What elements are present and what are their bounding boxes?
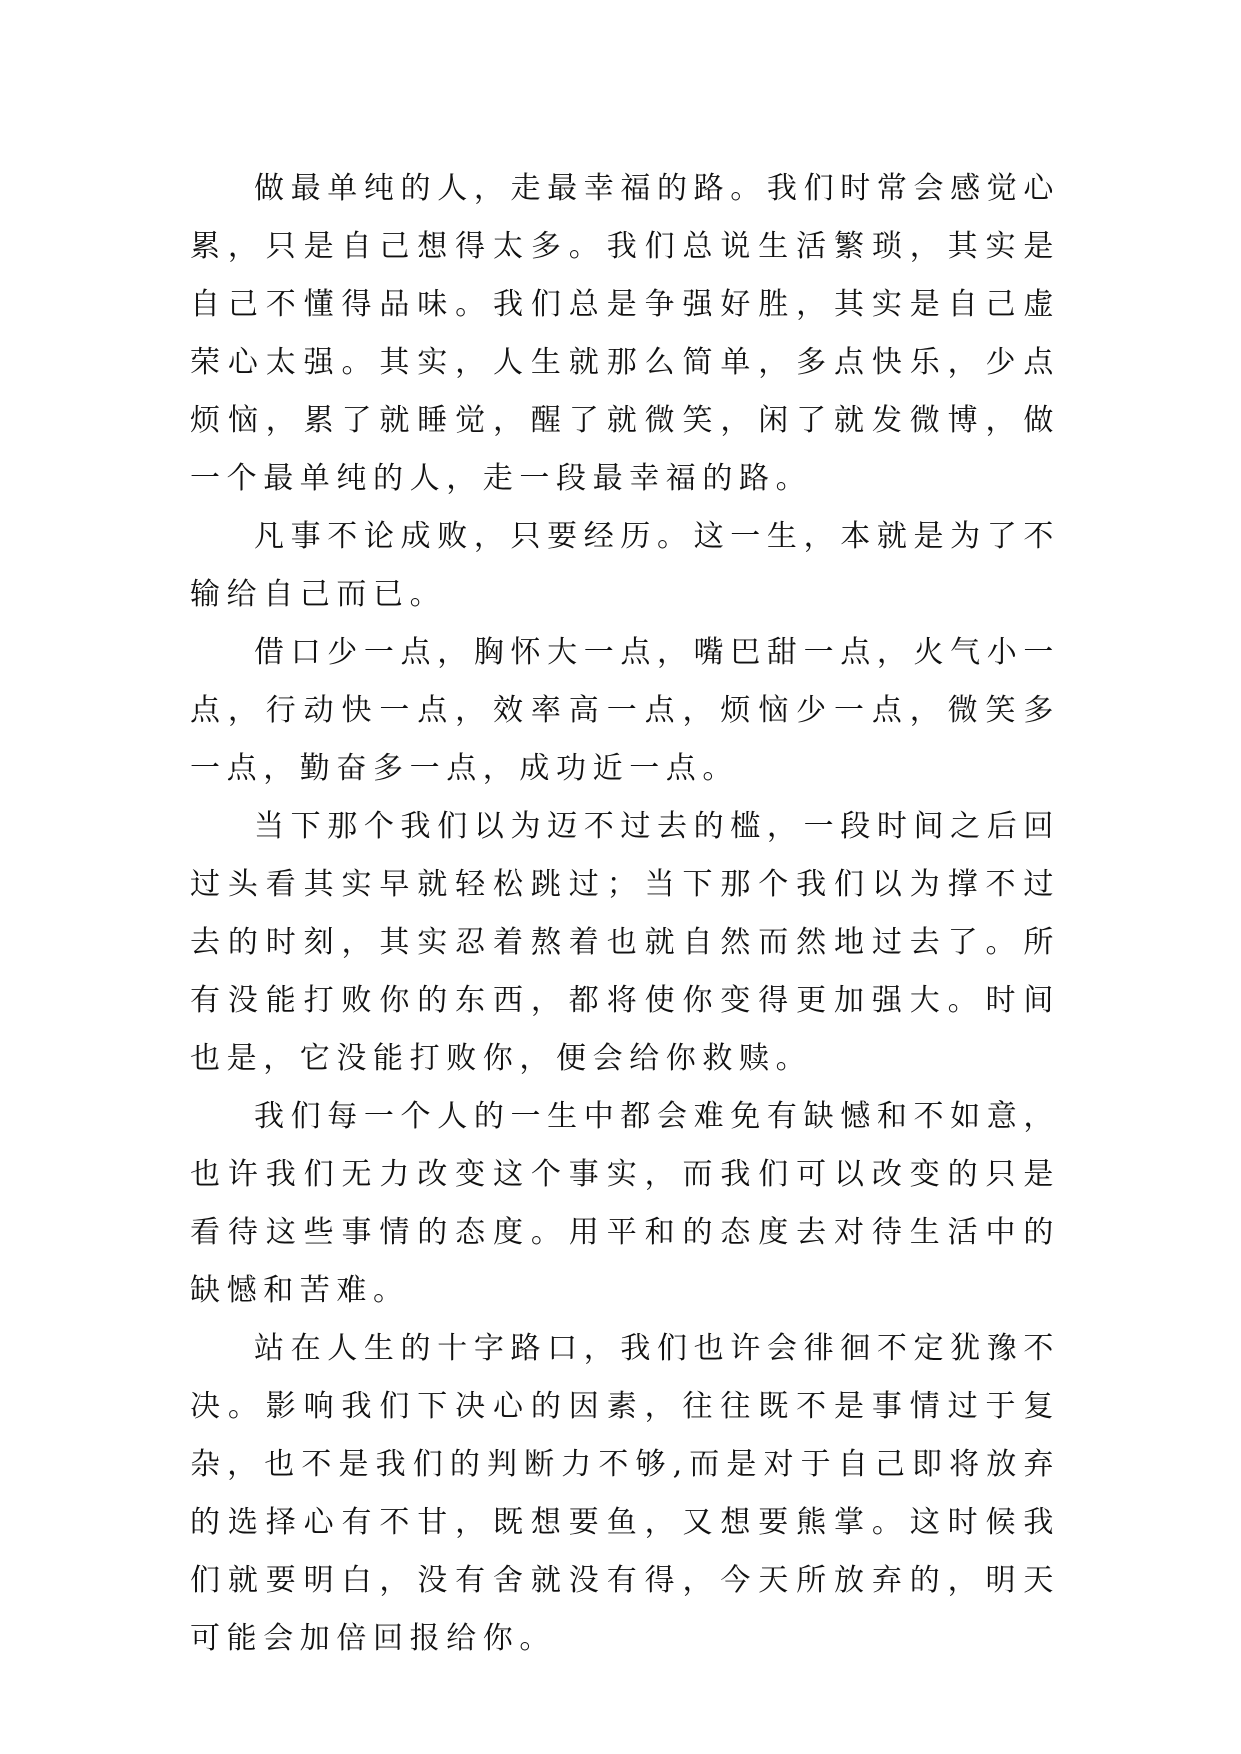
document-body: [190, 160, 1060, 1668]
paragraph-4: 当下那个我们以为迈不过去的槛，一段时间之后回过头看其实早就轻松跳过；当下那个我们以为撑不过去的时刻，其实忍着熬着也就自然而然地过去了。所有没能打败你的东西，都将使你变得更加强大。时间也是，它没能打败你，便会给你救赎。: [190, 809, 1060, 1076]
paragraph-6: 站在人生的十字路口，我们也许会徘徊不定犹豫不决。影响我们下决心的因素，往往既不是事情过于复杂，也不是我们的判断力不够,而是对于自己即将放弃的选择心有不甘，既想要鱼，又想要熊掌。这时候我们就要明白，没有舍就没有得，今天所放弃的，明天可能会加倍回报给你。: [190, 1331, 1060, 1656]
paragraph-1: 做最单纯的人，走最幸福的路。我们时常会感觉心累，只是自己想得太多。我们总说生活繁琐，其实是自己不懂得品味。我们总是争强好胜，其实是自己虚荣心太强。其实，人生就那么简单，多点快乐，少点烦恼，累了就睡觉，醒了就微笑，闲了就发微博，做一个最单纯的人，走一段最幸福的路。: [190, 171, 1060, 496]
paragraph-2: 凡事不论成败，只要经历。这一生，本就是为了不输给自己而已。: [190, 519, 1060, 612]
paragraph-3: 借口少一点，胸怀大一点，嘴巴甜一点，火气小一点，行动快一点，效率高一点，烦恼少一点，微笑多一点，勤奋多一点，成功近一点。: [190, 635, 1060, 786]
paragraph-5: 我们每一个人的一生中都会难免有缺憾和不如意，也许我们无力改变这个事实，而我们可以改变的只是看待这些事情的态度。用平和的态度去对待生活中的缺憾和苦难。: [190, 1099, 1060, 1308]
